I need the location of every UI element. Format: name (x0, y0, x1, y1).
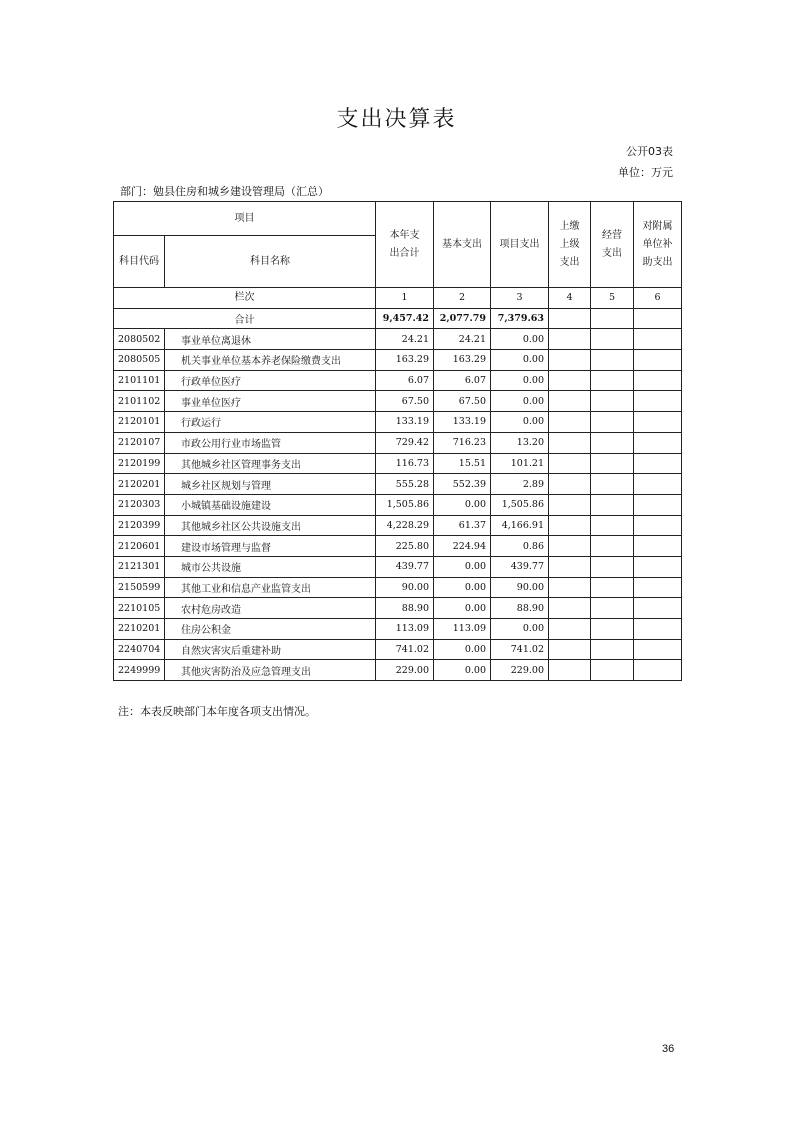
row-subsidy (634, 494, 682, 515)
row-subsidy (634, 350, 682, 371)
unit-label: 单位：万元 (618, 166, 673, 179)
row-total: 24.21 (376, 329, 434, 350)
row-subsidy (634, 536, 682, 557)
row-basic: 113.09 (434, 619, 491, 640)
header-code: 科目代码 (114, 236, 165, 288)
row-name: 自然灾害灾后重建补助 (165, 639, 376, 660)
row-name: 其他工业和信息产业监管支出 (165, 577, 376, 598)
row-project: 0.00 (491, 350, 549, 371)
row-code: 2240704 (114, 639, 165, 660)
row-business (591, 412, 634, 433)
row-business (591, 577, 634, 598)
row-name: 其他灾害防治及应急管理支出 (165, 660, 376, 681)
row-code: 2120303 (114, 494, 165, 515)
row-total: 729.42 (376, 432, 434, 453)
table-row (114, 432, 682, 453)
row-total: 163.29 (376, 350, 434, 371)
page-number: 36 (662, 1043, 675, 1055)
row-name: 市政公用行业市场监管 (165, 432, 376, 453)
table-row (114, 660, 682, 681)
row-name: 农村危房改造 (165, 598, 376, 619)
col-index: 5 (591, 288, 634, 309)
row-basic: 133.19 (434, 412, 491, 433)
form-number: 公开03表 (626, 145, 673, 158)
row-upper (549, 350, 591, 371)
row-total: 225.80 (376, 536, 434, 557)
row-code: 2120101 (114, 412, 165, 433)
header-business: 经营支出 (591, 202, 634, 288)
totals-label: 合计 (114, 308, 376, 329)
row-total: 229.00 (376, 660, 434, 681)
totals-total: 9,457.42 (376, 308, 434, 329)
row-upper (549, 370, 591, 391)
row-subsidy (634, 329, 682, 350)
header-upper: 上缴上级支出 (549, 202, 591, 288)
table-row (114, 494, 682, 515)
row-name: 其他城乡社区管理事务支出 (165, 453, 376, 474)
row-project: 0.00 (491, 391, 549, 412)
table-row (114, 474, 682, 495)
row-code: 2210105 (114, 598, 165, 619)
expenditure-table (113, 201, 682, 681)
row-basic: 0.00 (434, 598, 491, 619)
row-code: 2249999 (114, 660, 165, 681)
row-project: 2.89 (491, 474, 549, 495)
row-business (591, 619, 634, 640)
row-total: 6.07 (376, 370, 434, 391)
row-upper (549, 412, 591, 433)
row-business (591, 556, 634, 577)
row-total: 116.73 (376, 453, 434, 474)
header-subsidy: 对附属单位补助支出 (634, 202, 682, 288)
row-subsidy (634, 370, 682, 391)
table-row (114, 329, 682, 350)
totals-row (114, 308, 682, 329)
row-project: 0.00 (491, 412, 549, 433)
row-total: 1,505.86 (376, 494, 434, 515)
department-label: 部门：勉县住房和城乡建设管理局（汇总） (120, 185, 329, 198)
row-basic: 15.51 (434, 453, 491, 474)
row-name: 事业单位离退休 (165, 329, 376, 350)
row-basic: 0.00 (434, 577, 491, 598)
row-basic: 163.29 (434, 350, 491, 371)
row-code: 2080505 (114, 350, 165, 371)
row-project: 88.90 (491, 598, 549, 619)
row-total: 439.77 (376, 556, 434, 577)
totals-project: 7,379.63 (491, 308, 549, 329)
row-project: 0.00 (491, 619, 549, 640)
row-upper (549, 598, 591, 619)
row-business (591, 660, 634, 681)
row-business (591, 391, 634, 412)
col-index: 6 (634, 288, 682, 309)
table-row (114, 639, 682, 660)
header-basic: 基本支出 (434, 202, 491, 288)
row-business (591, 453, 634, 474)
row-project: 13.20 (491, 432, 549, 453)
row-business (591, 494, 634, 515)
row-code: 2120107 (114, 432, 165, 453)
row-name: 建设市场管理与监督 (165, 536, 376, 557)
col-index: 1 (376, 288, 434, 309)
row-upper (549, 453, 591, 474)
row-project: 439.77 (491, 556, 549, 577)
row-business (591, 598, 634, 619)
row-total: 67.50 (376, 391, 434, 412)
table-row (114, 619, 682, 640)
row-project: 90.00 (491, 577, 549, 598)
row-name: 行政运行 (165, 412, 376, 433)
header-name: 科目名称 (165, 236, 376, 288)
row-project: 1,505.86 (491, 494, 549, 515)
row-business (591, 474, 634, 495)
header-project: 项目支出 (491, 202, 549, 288)
row-name: 事业单位医疗 (165, 391, 376, 412)
row-code: 2120199 (114, 453, 165, 474)
row-subsidy (634, 412, 682, 433)
row-project: 0.00 (491, 329, 549, 350)
row-total: 741.02 (376, 639, 434, 660)
row-total: 113.09 (376, 619, 434, 640)
row-upper (549, 432, 591, 453)
row-subsidy (634, 639, 682, 660)
row-name: 机关事业单位基本养老保险缴费支出 (165, 350, 376, 371)
row-basic: 0.00 (434, 494, 491, 515)
row-code: 2210201 (114, 619, 165, 640)
table-row (114, 556, 682, 577)
row-business (591, 370, 634, 391)
row-total: 555.28 (376, 474, 434, 495)
row-code: 2120399 (114, 515, 165, 536)
totals-basic: 2,077.79 (434, 308, 491, 329)
row-subsidy (634, 660, 682, 681)
row-upper (549, 329, 591, 350)
row-upper (549, 536, 591, 557)
row-code: 2101101 (114, 370, 165, 391)
row-subsidy (634, 391, 682, 412)
row-basic: 716.23 (434, 432, 491, 453)
row-business (591, 350, 634, 371)
row-project: 0.86 (491, 536, 549, 557)
row-basic: 61.37 (434, 515, 491, 536)
row-upper (549, 619, 591, 640)
row-basic: 67.50 (434, 391, 491, 412)
row-name: 小城镇基础设施建设 (165, 494, 376, 515)
row-subsidy (634, 619, 682, 640)
row-total: 133.19 (376, 412, 434, 433)
row-project: 0.00 (491, 370, 549, 391)
header-item: 项目 (114, 202, 376, 236)
row-code: 2121301 (114, 556, 165, 577)
row-subsidy (634, 453, 682, 474)
row-basic: 552.39 (434, 474, 491, 495)
table-row (114, 536, 682, 557)
col-index: 2 (434, 288, 491, 309)
row-total: 4,228.29 (376, 515, 434, 536)
col-index: 3 (491, 288, 549, 309)
table-row (114, 350, 682, 371)
footnote: 注：本表反映部门本年度各项支出情况。 (118, 705, 316, 718)
row-code: 2101102 (114, 391, 165, 412)
row-name: 住房公积金 (165, 619, 376, 640)
row-basic: 24.21 (434, 329, 491, 350)
table-row (114, 370, 682, 391)
row-upper (549, 474, 591, 495)
row-subsidy (634, 474, 682, 495)
row-business (591, 536, 634, 557)
row-subsidy (634, 432, 682, 453)
page-title: 支出决算表 (336, 107, 457, 132)
table-row (114, 577, 682, 598)
row-subsidy (634, 515, 682, 536)
table-row (114, 391, 682, 412)
row-basic: 6.07 (434, 370, 491, 391)
row-subsidy (634, 577, 682, 598)
header-total: 本年支出合计 (376, 202, 434, 288)
row-name: 其他城乡社区公共设施支出 (165, 515, 376, 536)
row-upper (549, 639, 591, 660)
row-project: 101.21 (491, 453, 549, 474)
row-name: 城乡社区规划与管理 (165, 474, 376, 495)
row-total: 88.90 (376, 598, 434, 619)
row-basic: 0.00 (434, 556, 491, 577)
row-code: 2150599 (114, 577, 165, 598)
row-upper (549, 515, 591, 536)
row-code: 2120601 (114, 536, 165, 557)
row-upper (549, 577, 591, 598)
row-business (591, 639, 634, 660)
row-name: 城市公共设施 (165, 556, 376, 577)
row-basic: 0.00 (434, 660, 491, 681)
row-code: 2080502 (114, 329, 165, 350)
table-row (114, 598, 682, 619)
row-project: 741.02 (491, 639, 549, 660)
row-basic: 0.00 (434, 639, 491, 660)
row-code: 2120201 (114, 474, 165, 495)
row-project: 229.00 (491, 660, 549, 681)
row-upper (549, 391, 591, 412)
col-index: 4 (549, 288, 591, 309)
row-business (591, 432, 634, 453)
row-project: 4,166.91 (491, 515, 549, 536)
row-total: 90.00 (376, 577, 434, 598)
row-name: 行政单位医疗 (165, 370, 376, 391)
row-business (591, 329, 634, 350)
row-subsidy (634, 556, 682, 577)
table-row (114, 453, 682, 474)
row-upper (549, 494, 591, 515)
row-subsidy (634, 598, 682, 619)
row-business (591, 515, 634, 536)
row-upper (549, 660, 591, 681)
row-upper (549, 556, 591, 577)
table-row (114, 515, 682, 536)
table-row (114, 412, 682, 433)
header-col-index-label: 栏次 (114, 288, 376, 309)
row-basic: 224.94 (434, 536, 491, 557)
